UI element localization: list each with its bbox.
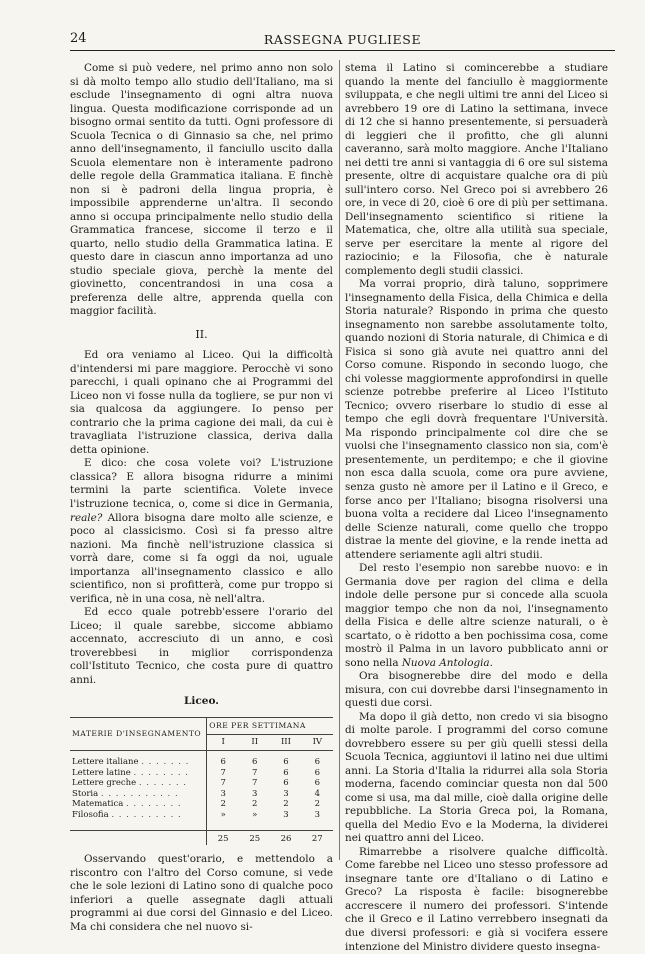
hours-cell: 3	[220, 788, 226, 799]
paragraph: Come si può vedere, nel primo anno non solo si dà molto tempo allo studio dell'Italiano, ma si esclude l'insegnamento di ogni altra nuova lingua. Questa modificazione corrisponde ad un bisogno ormai sentito da tutti. Ogni professore di Scuola Tecnica o di Ginnasio sa che, nel primo anno dell'insegnamento, il fanciullo uscito dalla Scuola elementare non è interamente padrono delle regole della Grammatica italiana. E finchè non si è padroni della lingua propria, è impossibile apprenderne un'altra. Il secondo anno si occupa principalmente nello studio della Grammatica francese, siccome il terzo e il quarto, nello studio della Grammatica latina. E questo dare in ciascun anno importanza ad uno studio speciale giova, perchè la mente del giovinetto, concentrandosi in una cosa a preferenza delle altre, apprenda quella con maggior facilità.	[70, 62, 333, 318]
subject-name: Lettere latine	[72, 767, 131, 778]
hours-cell: 6	[283, 778, 289, 789]
total-cell: 26	[270, 831, 301, 845]
hours-cell: »	[252, 809, 258, 820]
total-cell: 25	[239, 831, 270, 845]
hours-cell: 6	[252, 756, 258, 767]
table-row: Lettere greche . . . . . . . 7 7 6 6	[70, 778, 333, 789]
hours-cell: 7	[252, 778, 258, 789]
text-span: Allora bisogna dare molto alle scienze, e poco al classicismo. Così si fa presso altre nazioni. Ma finchè nell'istruzione classica si vorrà dare, come si fa oggi da noi, uguale importanza all'insegnamento classico e allo scientifico, non si profitterà, come pur troppo si verifica, nè in una cosa, nè nell'altra.	[70, 511, 333, 605]
page-header	[70, 30, 615, 51]
paragraph: Ed ecco quale potrebb'essere l'orario del Liceo; il quale sarebbe, siccome abbiamo accennato, accresciuto di un anno, e così troverebbesi in miglior corrispondenza coll'Istituto Tecnico, che costa pure di quattro anni.	[70, 606, 333, 686]
paragraph: Ora bisognerebbe dire del modo e della misura, con cui dovrebbe darsi l'insegnamento in questi due corsi.	[345, 670, 608, 710]
subject-name: Lettere greche	[72, 778, 137, 789]
hours-cell: 6	[314, 767, 321, 778]
hours-cell: 3	[283, 809, 289, 820]
table-row: Storia . . . . . . . . . . . 3 3 3 4	[70, 789, 333, 800]
table-title: Liceo.	[184, 695, 219, 708]
hours-cell: 2	[283, 799, 289, 810]
hours-cell: 6	[283, 767, 289, 778]
column-divider	[339, 60, 340, 860]
italic-term: reale?	[70, 511, 103, 524]
paragraph: stema il Latino si comincerebbe a studiare quando la mente del fanciullo è maggiormente sviluppata, e che negli ultimi tre anni del Liceo si avrebbero 19 ore di Latino la settimana, invece di 12 che si hanno presentemente, si persuaderà di leggieri che il profitto, che gli alunni caveranno, sarà molto maggiore. Anche l'Italiano nei detti tre anni si vantaggia di 6 ore sul sistema presente, oltre di acquistare qualche ora di più sull'intero corso. Nel Greco poi si avrebbero 26 ore, in vece di 20, cioè 6 ore di più per settimana. Dell'insegnamento scientifico si ritiene la Matematica, che, oltre alla utilità sua speciale, serve per esercitare la mente al rigore del raziocinio; e la Filosofia, che è naturale complemento degli studii classici.	[345, 62, 608, 277]
year-header: III	[270, 735, 301, 751]
table-row: Lettere italiane . . . . . . . 6 6 6 6	[70, 757, 333, 768]
table-row: Lettere latine . . . . . . . . 7 7 6 6	[70, 768, 333, 779]
paragraph: Ed ora veniamo al Liceo. Qui la difficoltà d'intendersi mi pare maggiore. Perocchè vi sono parecchi, i quali opinano che ai Programmi del Liceo non vi fosse nulla da togliere, se pur non vi sia qualcosa da aggiungere. Io penso per contrario che la prima cagione dei mali, da cui è travagliata l'istruzione classica, deriva dalla detta opinione.	[70, 349, 333, 456]
total-cell: 25	[207, 831, 239, 845]
paragraph: Rimarrebbe a risolvere qualche difficoltà. Come farebbe nel Liceo uno stesso professore ad insegnare tante ore d'Italiano o di Latino e Greco? La risposta è facile: bisognerebbe accrescere il numero dei professori. S'intende che il Greco e il Latino verrebbero insegnati da due diversi professori: e già si vocifera essere intenzione del Ministro dividere questo insegna-	[345, 845, 608, 953]
running-title: RASSEGNA PUGLIESE	[263, 32, 422, 47]
totals-row	[70, 831, 333, 845]
subject-name: Lettere italiane	[72, 756, 139, 767]
hours-cell: 4	[314, 788, 321, 799]
left-column	[70, 62, 333, 934]
subject-name: Matematica	[72, 799, 124, 810]
hours-cell: »	[220, 809, 226, 820]
hours-cell: 3	[252, 788, 258, 799]
hours-cell: 6	[283, 756, 289, 767]
hours-cell: 3	[283, 788, 289, 799]
right-column	[345, 62, 608, 954]
hours-header: ORE PER SETTIMANA	[207, 717, 333, 735]
hours-cell: 6	[314, 778, 321, 789]
hours-cell: 2	[314, 799, 321, 810]
hours-cell: 7	[252, 767, 258, 778]
text-span: .	[489, 656, 493, 669]
subject-name: Storia	[72, 788, 99, 799]
paragraph: Ma dopo il già detto, non credo vi sia bisogno di molte parole. I programmi del corso comune dovrebbero essere su per giù quelli stessi della Scuola Tecnica, aggiuntovi il latino nei due ultimi anni. La Storia d'Italia la ridurrei alla sola Storia moderna, facendo cominciar questa non dal 500 come si usa, ma dal mille, cioè dalla origine delle repubbliche. La Storia Greca poi, la Romana, quella del Medio Evo e la Moderna, la dividerei nei quattro anni del Liceo.	[345, 710, 608, 845]
hours-cell: 6	[220, 756, 226, 767]
year-header: I	[207, 735, 239, 751]
year-header: IV	[302, 735, 333, 751]
hours-cell: 2	[252, 799, 258, 810]
paragraph	[345, 562, 608, 670]
text-span: Del resto l'esempio non sarebbe nuovo: e in Germania dove per ragion del clima e della indole delle persone pur si concede alla scuola maggior tempo che non da noi, l'insegnamento della Fisica e delle altre scienze naturali, o è scartato, o è ridotto a ben pochissima cosa, come mostrò il Palma in un lavoro pubblicato anni or sono nella	[345, 562, 608, 669]
hours-cell: 6	[314, 756, 321, 767]
year-header: II	[239, 735, 270, 751]
hours-cell: 2	[220, 799, 226, 810]
total-cell: 27	[302, 831, 333, 845]
table-row: Matematica . . . . . . . . 2 2 2 2	[70, 799, 333, 810]
hours-cell: 3	[314, 809, 321, 820]
table-row: Filosofia . . . . . . . . . . » » 3 3	[70, 810, 333, 821]
paragraph: Ma vorrai proprio, dirà taluno, sopprimere l'insegnamento della Fisica, della Chimica e della Storia naturale? Rispondo in prima che questo insegnamento non sarebbe assolutamente tolto, quando nozioni di Storia naturale, di Chimica e di Fisica si sono già avute nei quattro anni del Corso comune. Rispondo in secondo luogo, che chi volesse maggiormente approfondirsi in quelle scienze potrebbe preferire al Liceo l'Istituto Tecnico; ovvero riserbare lo studio di esse al tempo che egli dovrà frequentare l'Università. Ma rispondo principalmente col dire che se vuolsi che l'insegnamento classico non sia, com'è presentemente, un perditempo; e che il giovine non esca dalla scuola, come ora pure avviene, senza gusto nè amore per il Latino e il Greco, e forse anco per l'Italiano; bisogna risolversi una buona volta a recidere dal Liceo l'insegnamento delle Scienze naturali, come quello che troppo distrae la mente del giovine, e la rende inetta ad attendere seriamente agli altri studii.	[345, 278, 608, 561]
page-number: 24	[70, 31, 87, 46]
paragraph	[70, 457, 333, 606]
schedule-table	[70, 717, 333, 845]
text-span: E dico: che cosa volete voi? L'istruzione classica? E allora bisogna ridurre a minimi termini la parte scientifica. Volete invece l'istruzione tecnica, o, come si dice in Germania,	[70, 457, 333, 510]
journal-title: Nuova Antologia	[401, 656, 490, 669]
subject-name: Filosofia	[72, 809, 109, 820]
paragraph: Osservando quest'orario, e mettendolo a riscontro con l'altro del Corso comune, si vede che le sole lezioni di Latino sono di qualche poco inferiori a quelle assegnate dagli attuali programmi ai due corsi del Ginnasio e del Liceo. Ma chi considera che nel nuovo si-	[70, 853, 333, 933]
hours-cell: 7	[220, 778, 226, 789]
hours-cell: 7	[220, 767, 226, 778]
subjects-header: MATERIE D'INSEGNAMENTO	[70, 717, 207, 750]
section-heading: II.	[195, 327, 208, 341]
